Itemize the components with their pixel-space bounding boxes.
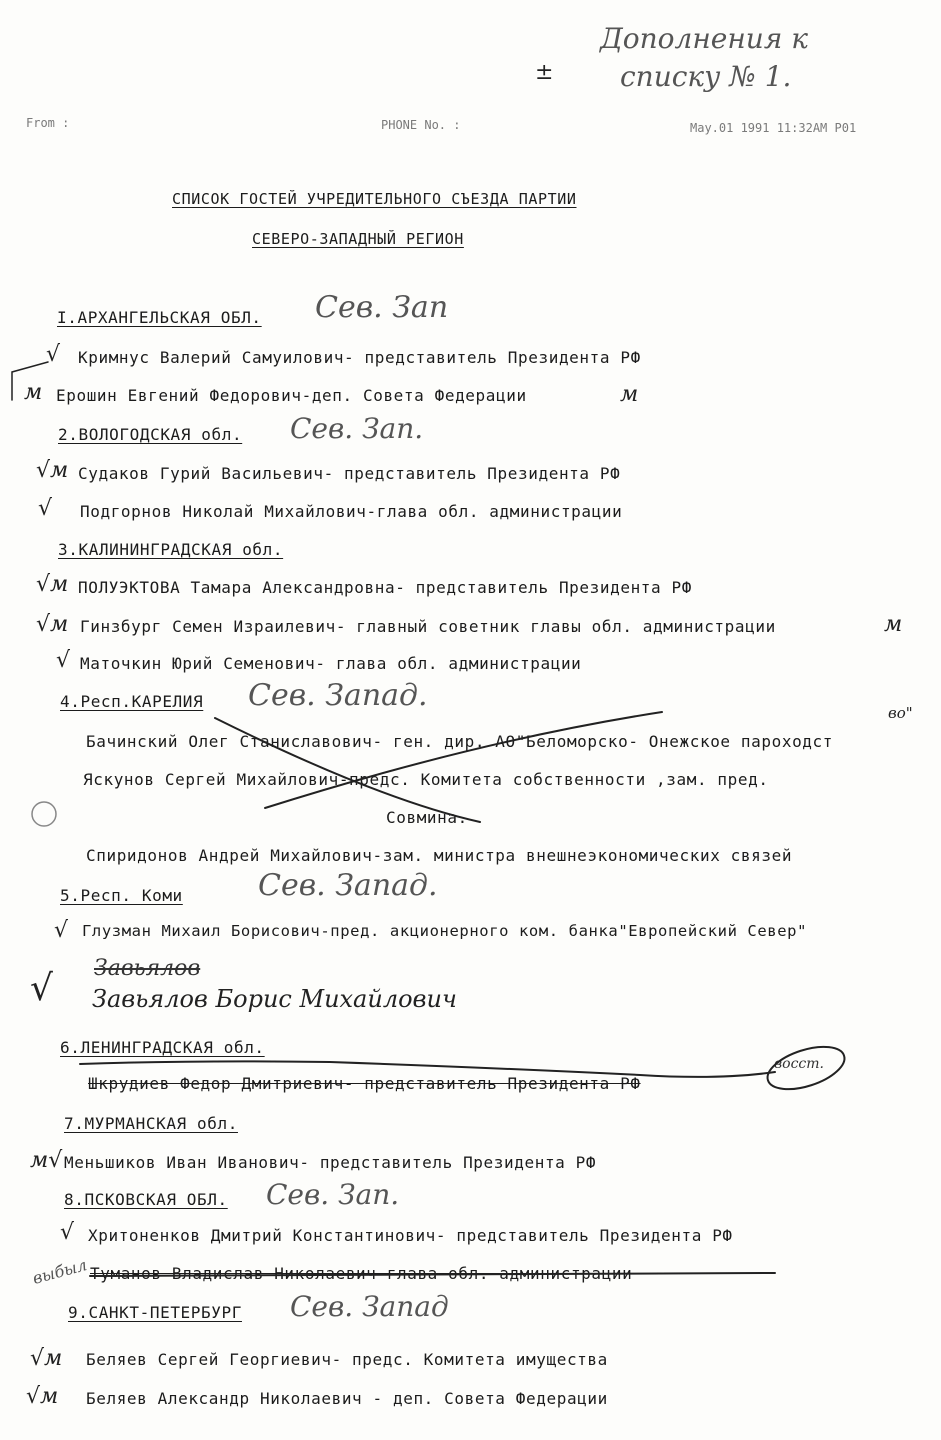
- guest-entry: Ерошин Евгений Федорович-деп. Совета Федерации: [56, 386, 527, 405]
- vosst-circle: [762, 1039, 849, 1098]
- region-heading: I.АРХАНГЕЛЬСКАЯ ОБЛ.: [57, 308, 262, 327]
- guest-entry: Совмина.: [386, 808, 468, 827]
- pskov-strike-line: [90, 1273, 775, 1276]
- guest-entry: Подгорнов Николай Михайлович-глава обл. администрации: [80, 502, 623, 521]
- check-mark: √м: [30, 1346, 63, 1371]
- guest-entry: Судаков Гурий Васильевич- представитель Президента РФ: [78, 464, 621, 483]
- handwritten-mark: ±: [535, 60, 554, 85]
- region-heading: 5.Респ. Коми: [60, 886, 183, 905]
- check-mark: √: [46, 342, 61, 367]
- guest-entry: Завьялов: [94, 956, 201, 981]
- guest-entry: Спиридонов Андрей Михайлович-зам. министра внешнеэкономических связей: [86, 846, 793, 865]
- margin-note: восст.: [774, 1056, 824, 1072]
- region-note: Сев. Запад.: [248, 678, 428, 713]
- region-heading: 7.МУРМАНСКАЯ обл.: [64, 1114, 238, 1133]
- region-note: Сев. Запад.: [258, 868, 438, 903]
- region-heading: 8.ПСКОВСКАЯ ОБЛ.: [64, 1190, 228, 1209]
- guest-entry: Бачинский Олег Станиславович- ген. дир. АО"Беломорско- Онежское пароходст: [86, 732, 833, 751]
- check-mark: √: [56, 648, 71, 673]
- guest-entry: Туманов Владислав Николаевич-глава обл. администрации: [90, 1264, 633, 1283]
- region-note: Сев. Зап.: [290, 412, 424, 445]
- check-mark: √м: [26, 1384, 59, 1409]
- guest-entry: Меньшиков Иван Иванович- представитель Президента РФ: [64, 1153, 597, 1172]
- guest-entry: Кримнус Валерий Самуилович- представитель Президента РФ: [78, 348, 641, 367]
- margin-circle-mark: [32, 802, 56, 826]
- check-mark: м: [24, 380, 43, 405]
- handwritten-header-line1: Дополнения к: [600, 22, 808, 55]
- check-mark: √м: [36, 572, 69, 597]
- region-note: Сев. Зап: [315, 290, 449, 325]
- check-mark: √: [60, 1220, 75, 1245]
- region-heading: 6.ЛЕНИНГРАДСКАЯ обл.: [60, 1038, 265, 1057]
- region-heading: 2.ВОЛОГОДСКАЯ обл.: [58, 425, 243, 444]
- region-heading: 4.Респ.КАРЕЛИЯ: [60, 692, 204, 711]
- fax-phone: PHONE No. :: [381, 118, 461, 132]
- region-note: Сев. Запад: [290, 1290, 449, 1323]
- karelia-cross-line-1: [215, 718, 480, 822]
- region-note: Сев. Зап.: [266, 1178, 400, 1211]
- page-title-line2: СЕВЕРО-ЗАПАДНЫЙ РЕГИОН: [252, 230, 464, 248]
- margin-mark: м: [620, 382, 639, 407]
- guest-entry: Гинзбург Семен Израилевич- главный советник главы обл. администрации: [80, 617, 776, 636]
- guest-entry: Хритоненков Дмитрий Константинович- представитель Президента РФ: [88, 1226, 733, 1245]
- guest-entry: ПОЛУЭКТОВА Тамара Александровна- представитель Президента РФ: [78, 578, 692, 597]
- region-heading: 9.САНКТ-ПЕТЕРБУРГ: [68, 1303, 242, 1322]
- check-mark: √: [30, 968, 53, 1009]
- margin-mark: во": [888, 704, 913, 722]
- handwritten-header-line2: списку № 1.: [620, 60, 792, 93]
- region-heading: 3.КАЛИНИНГРАДСКАЯ обл.: [58, 540, 284, 559]
- check-mark: м√: [30, 1148, 63, 1173]
- guest-entry: Шкрудиев Федор Дмитриевич- представитель Президента РФ: [88, 1074, 641, 1093]
- leningrad-wavy-strike: [80, 1061, 775, 1077]
- margin-mark: м: [884, 612, 903, 637]
- margin-note: выбыл: [30, 1255, 89, 1288]
- guest-entry: Беляев Сергей Георгиевич- предс. Комитета имущества: [86, 1350, 608, 1369]
- guest-entry: Завьялов Борис Михайлович: [92, 985, 457, 1013]
- check-mark: √м: [36, 612, 69, 637]
- check-mark: √: [38, 496, 53, 521]
- guest-entry: Глузман Михаил Борисович-пред. акционерного ком. банка"Европейский Север": [82, 922, 808, 940]
- karelia-cross-line-2: [265, 712, 662, 808]
- check-mark: √: [54, 918, 69, 943]
- guest-entry: Яскунов Сергей Михайлович-предс. Комитета собственности ,зам. пред.: [83, 770, 769, 789]
- fax-from: From :: [26, 116, 70, 130]
- guest-entry: Беляев Александр Николаевич - деп. Совета Федерации: [86, 1389, 608, 1408]
- page-title-line1: СПИСОК ГОСТЕЙ УЧРЕДИТЕЛЬНОГО СЪЕЗДА ПАРТИИ: [172, 190, 577, 208]
- fax-date: May.01 1991 11:32AM P01: [690, 121, 857, 135]
- margin-bracket: [12, 362, 48, 400]
- guest-entry: Маточкин Юрий Семенович- глава обл. администрации: [80, 654, 582, 673]
- check-mark: √м: [36, 458, 69, 483]
